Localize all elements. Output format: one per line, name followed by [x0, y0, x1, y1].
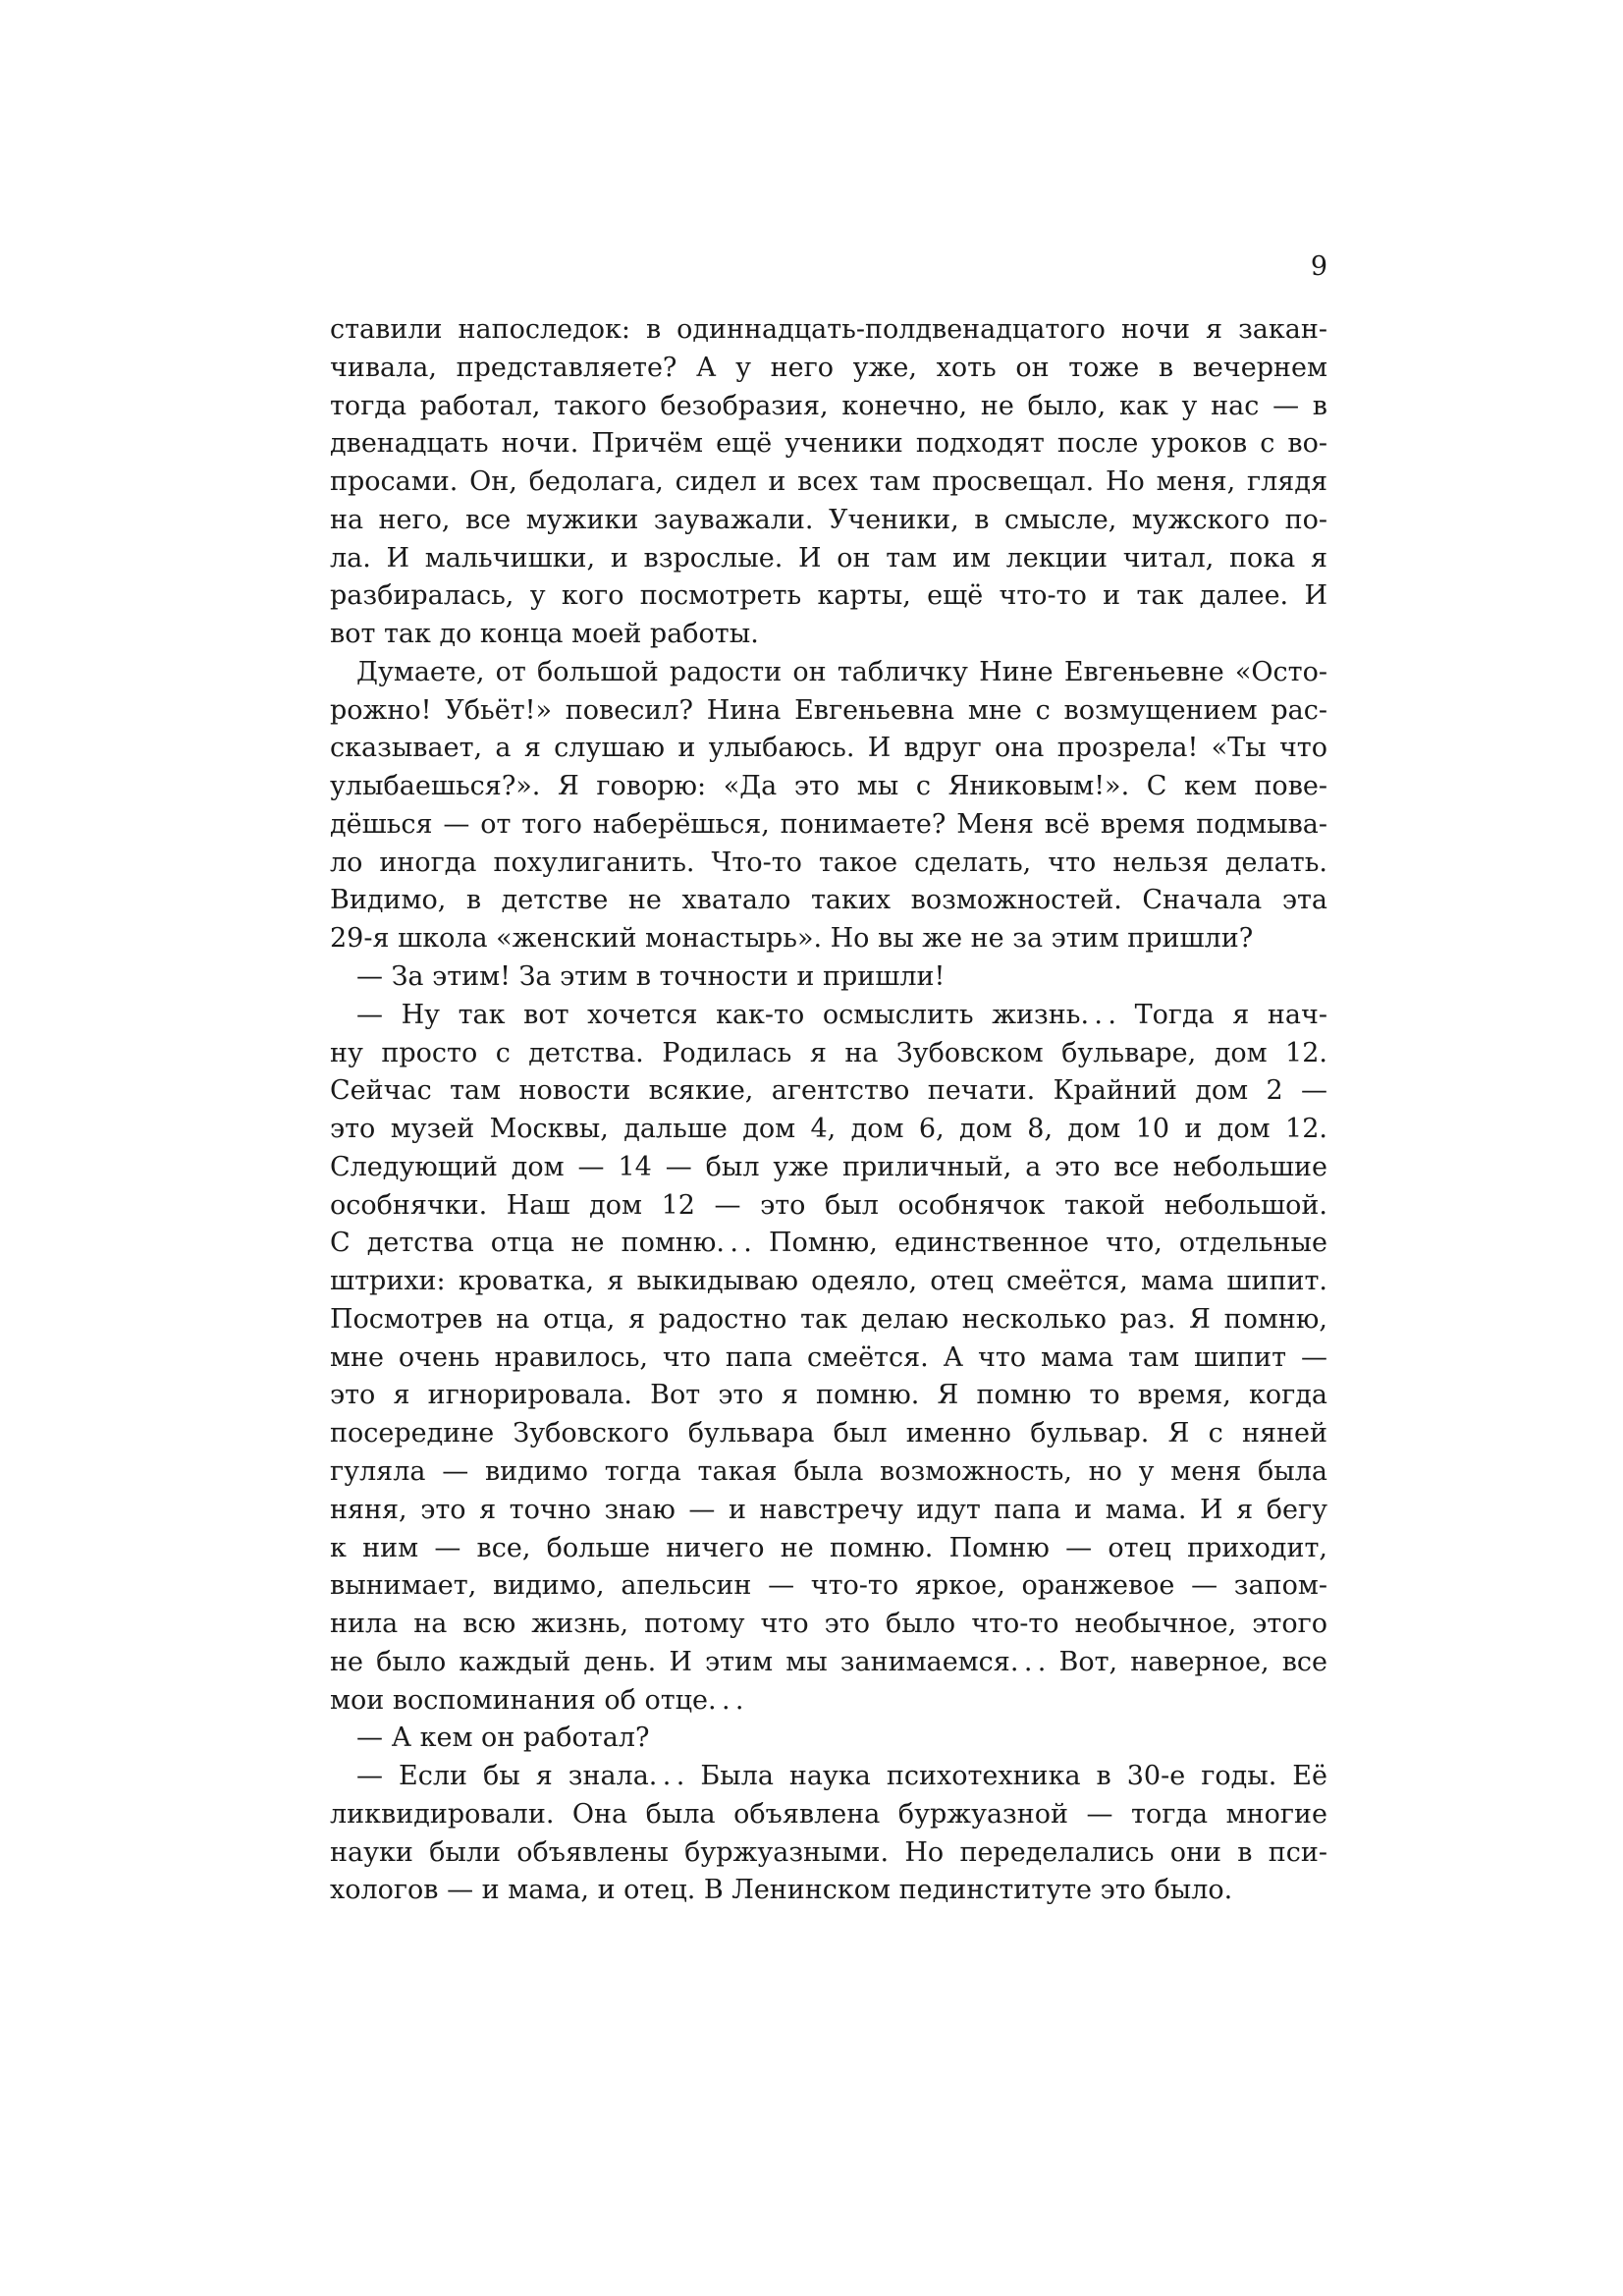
text-line: посередине Зубовского бульвара был именно бульвар. Я с няней	[330, 1418, 1327, 1449]
text-line: дёшься — от того наберёшься, понимаете? Меня всё время подмыва-	[330, 808, 1327, 840]
text-line: мои воспоминания об отце. . .	[330, 1684, 744, 1716]
text-line: просами. Он, бедолага, сидел и всех там просвещал. Но меня, глядя	[330, 466, 1327, 498]
text-line: С детства отца не помню. . . Помню, единственное что, отдельные	[330, 1228, 1327, 1259]
paragraph	[330, 1758, 1327, 1910]
text-line: Следующий дом — 14 — был уже приличный, а это все небольшие	[330, 1151, 1327, 1182]
text-line: нила на всю жизнь, потому что это было что-то необычное, этого	[330, 1609, 1327, 1640]
text-line: — Если бы я знала. . . Была наука психотехника в 30-е годы. Её	[356, 1761, 1327, 1792]
text-line: ну просто с детства. Родилась я на Зубовском бульваре, дом 12.	[330, 1037, 1327, 1068]
text-line: двенадцать ночи. Причём ещё ученики подходят после уроков с во-	[330, 428, 1327, 460]
text-line: ло иногда похулиганить. Что-то такое сделать, что нельзя делать.	[330, 847, 1327, 878]
text-line: Думаете, от большой радости он табличку Нине Евгеньевне «Осто-	[356, 656, 1327, 687]
text-line: науки были объявлены буржуазными. Но переделались они в пси-	[330, 1836, 1327, 1868]
text-line: ставили напоследок: в одиннадцать-полдвенадцатого ночи я закан-	[330, 314, 1327, 345]
page-number: 9	[1310, 251, 1327, 282]
paragraph	[330, 654, 1327, 958]
text-line: тогда работал, такого безобразия, конечно, не было, как у нас — в	[330, 390, 1327, 421]
text-block	[330, 311, 1327, 1910]
text-line: ла. И мальчишки, и взрослые. И он там им лекции читал, пока я	[330, 542, 1327, 574]
text-line: к ним — все, больше ничего не помню. Помню — отец приходит,	[330, 1532, 1327, 1563]
text-line: — Ну так вот хочется как-то осмыслить жизнь. . . Тогда я нач-	[356, 999, 1327, 1030]
text-line: разбиралась, у кого посмотреть карты, ещё что-то и так далее. И	[330, 580, 1327, 612]
text-line: няня, это я точно знаю — и навстречу идут папа и мама. И я бегу	[330, 1494, 1327, 1525]
text-line: хологов — и мама, и отец. В Ленинском пединституте это было.	[330, 1875, 1233, 1906]
paragraph	[330, 997, 1327, 1721]
text-line: вынимает, видимо, апельсин — что-то яркое, оранжевое — запом-	[330, 1570, 1327, 1602]
text-line: — А кем он работал?	[356, 1722, 650, 1754]
paragraph	[330, 311, 1327, 654]
text-line: Сейчас там новости всякие, агентство печати. Крайний дом 2 —	[330, 1075, 1327, 1107]
text-line: чивала, представляете? А у него уже, хоть он тоже в вечернем	[330, 352, 1327, 383]
text-line: это я игнорировала. Вот это я помню. Я помню то время, когда	[330, 1380, 1327, 1411]
text-line: на него, все мужики зауважали. Ученики, в смысле, мужского по-	[330, 504, 1327, 535]
paragraph	[330, 1720, 1327, 1758]
paragraph	[330, 958, 1327, 997]
text-line: особнячки. Наш дом 12 — это был особнячок такой небольшой.	[330, 1189, 1327, 1221]
text-line: Посмотрев на отца, я радостно так делаю несколько раз. Я помню,	[330, 1303, 1327, 1335]
text-line: — За этим! За этим в точности и пришли!	[356, 961, 946, 993]
text-line: это музей Москвы, дальше дом 4, дом 6, дом 8, дом 10 и дом 12.	[330, 1114, 1327, 1145]
text-line: штрихи: кроватка, я выкидываю одеяло, отец смеётся, мама шипит.	[330, 1266, 1327, 1297]
text-line: сказывает, а я слушаю и улыбаюсь. И вдруг она прозрела! «Ты что	[330, 733, 1327, 764]
text-line: вот так до конца моей работы.	[330, 619, 759, 650]
text-line: мне очень нравилось, что папа смеётся. А что мама там шипит —	[330, 1341, 1327, 1373]
text-line: не было каждый день. И этим мы занимаемся. . . Вот, наверное, все	[330, 1646, 1327, 1677]
text-line: Видимо, в детстве не хватало таких возможностей. Сначала эта	[330, 885, 1327, 916]
text-line: ликвидировали. Она была объявлена буржуазной — тогда многие	[330, 1798, 1327, 1830]
text-line: улыбаешься?». Я говорю: «Да это мы с Яниковым!». С кем пове-	[330, 771, 1327, 802]
text-line: рожно! Убьёт!» повесил? Нина Евгеньевна мне с возмущением рас-	[330, 694, 1327, 726]
text-line: 29-я школа «женский монастырь». Но вы же не за этим пришли?	[330, 923, 1254, 955]
text-line: гуляла — видимо тогда такая была возможность, но у меня была	[330, 1455, 1327, 1487]
